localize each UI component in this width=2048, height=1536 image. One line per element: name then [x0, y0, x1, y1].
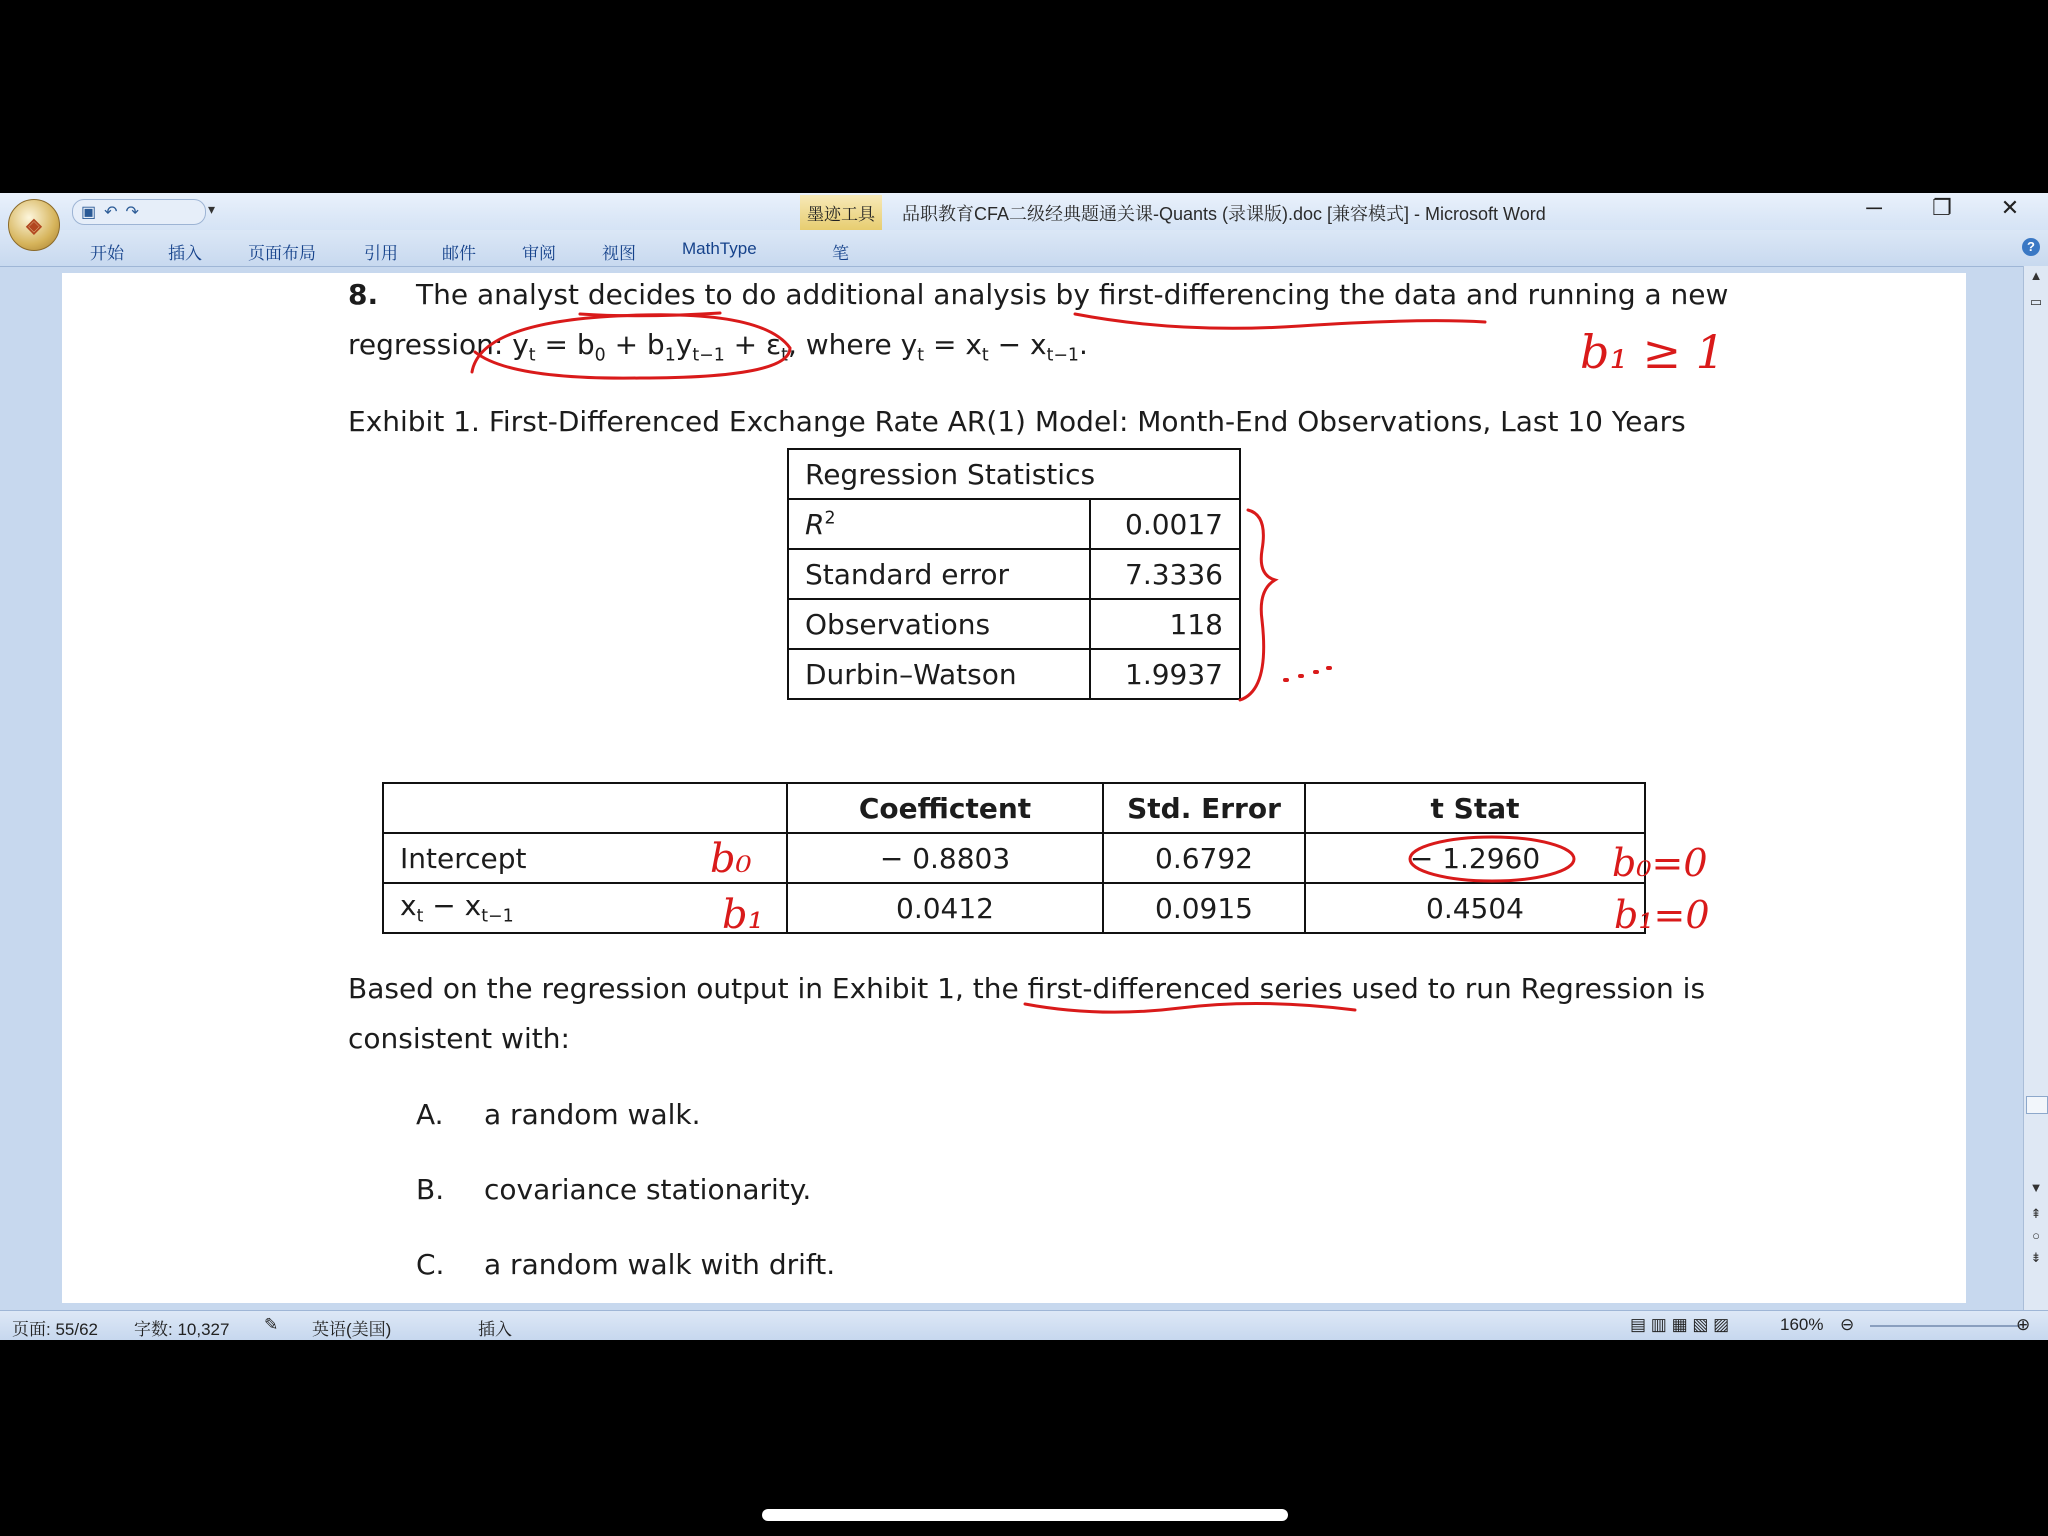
qat-customize-icon[interactable]: ▾ [208, 201, 216, 217]
page-count[interactable]: 页面: 55/62 [12, 1320, 98, 1339]
exhibit-title: Exhibit 1. First-Differenced Exchange Rate AR(1) Model: Month-End Observations, Last 10 Years [348, 405, 1686, 438]
table-cell-value: 7.3336 [1090, 549, 1240, 599]
save-icon[interactable]: ▣ [81, 204, 97, 221]
help-icon[interactable]: ? [2022, 238, 2040, 256]
table-cell-value: 1.9937 [1090, 649, 1240, 699]
zoom-slider[interactable] [1870, 1325, 2020, 1327]
question-prompt-line1: Based on the regression output in Exhibit 1, the first-differenced series used to run Regression is [348, 972, 1706, 1005]
table-row [788, 599, 1240, 649]
tab-mathtype[interactable]: MathType [682, 239, 757, 258]
home-indicator[interactable] [762, 1509, 1288, 1521]
regression-equation: $y_t = b_0 + b_1y_{t-1} + \varepsilon_t$, where $y_t = x_t - x_{t-1}$. [512, 328, 1088, 366]
table-row [788, 549, 1240, 599]
table-row [788, 649, 1240, 699]
tab-home[interactable]: 开始 [90, 244, 124, 263]
tab-review[interactable]: 审阅 [522, 244, 556, 263]
scroll-up-icon[interactable]: ▲ [2029, 268, 2043, 283]
tab-view[interactable]: 视图 [602, 244, 636, 263]
next-page-icon[interactable]: ⇟ [2030, 1250, 2042, 1265]
word-count[interactable]: 字数: 10,327 [134, 1320, 230, 1339]
zoom-in-icon[interactable]: ⊕ [2016, 1315, 2031, 1334]
option-letter: B. [416, 1173, 445, 1206]
table-cell-value: 118 [1090, 599, 1240, 649]
r-squared-symbol: R [805, 507, 825, 541]
status-bar [0, 1310, 2048, 1340]
note-b1-ge-1: b₁ ≥ 1 [1580, 325, 1725, 379]
proofing-icon[interactable]: ✎ [264, 1315, 279, 1334]
option-letter: C. [416, 1248, 445, 1281]
table-row [383, 833, 1645, 883]
view-buttons[interactable]: ▤ ▥ ▦ ▧ ▨ [1630, 1315, 1730, 1334]
table-cell-value: − 0.8803 [787, 833, 1103, 883]
scroll-thumb[interactable] [2026, 1096, 2048, 1114]
table-cell-value: − 1.2960 [1305, 833, 1645, 883]
tab-pen[interactable]: 笔 [832, 244, 849, 263]
scroll-down-icon[interactable]: ▼ [2029, 1180, 2043, 1195]
restore-button[interactable]: ❐ [1932, 195, 1952, 220]
zoom-level[interactable]: 160% [1780, 1315, 1824, 1334]
question-prompt-line2: consistent with: [348, 1022, 570, 1055]
option-letter: A. [416, 1098, 444, 1131]
table-cell-label: Standard error [788, 549, 1090, 599]
option-text: a random walk with drift. [484, 1248, 836, 1281]
table-row [788, 449, 1240, 499]
ribbon-tabs [0, 230, 2048, 267]
coefficient-table [382, 782, 1646, 934]
note-b1: b₁ [722, 892, 764, 938]
ink-tools-context-label: 墨迹工具 [800, 195, 882, 230]
zoom-out-icon[interactable]: ⊖ [1840, 1315, 1855, 1334]
r-squared-exponent: 2 [824, 508, 836, 529]
minimize-button[interactable]: ─ [1866, 195, 1882, 220]
title-bar [0, 193, 2048, 230]
question-stem-line2 [348, 328, 1088, 366]
note-b0: b₀ [710, 836, 752, 882]
table-cell-label [788, 499, 1090, 549]
table-row [383, 783, 1645, 833]
tab-page-layout[interactable]: 页面布局 [248, 244, 316, 263]
table-cell-label: Durbin–Watson [788, 649, 1090, 699]
quick-access-toolbar [72, 199, 206, 225]
table-cell-value: 0.4504 [1305, 883, 1645, 933]
table-header-cell [383, 783, 787, 833]
office-logo-icon: ◈ [26, 214, 42, 237]
tab-insert[interactable]: 插入 [168, 244, 202, 263]
table-cell-label: $x_t - x_{t-1}$ [383, 883, 787, 933]
regression-word: regression: [348, 328, 513, 361]
ruler-toggle-icon[interactable]: ▭ [2029, 294, 2043, 309]
question-stem-line1: The analyst decides to do additional analysis by first-differencing the data and running a new [416, 278, 1729, 311]
table-cell-value: 0.0412 [787, 883, 1103, 933]
option-text: covariance stationarity. [484, 1173, 812, 1206]
table-row [788, 499, 1240, 549]
redo-icon[interactable]: ↷ [125, 204, 139, 221]
insert-mode-indicator[interactable]: 插入 [478, 1320, 512, 1339]
table-cell-value: 0.0915 [1103, 883, 1305, 933]
table-header-cell: Std. Error [1103, 783, 1305, 833]
note-b1-eq-0: b₁=0 [1614, 893, 1710, 937]
vertical-scrollbar[interactable] [2023, 266, 2048, 1310]
language-indicator[interactable]: 英语(美国) [312, 1320, 392, 1339]
table-header-cell: Coeffictent [787, 783, 1103, 833]
table-cell-value: 0.6792 [1103, 833, 1305, 883]
table-header-cell: t Stat [1305, 783, 1645, 833]
table-cell-label: Observations [788, 599, 1090, 649]
tab-mailings[interactable]: 邮件 [442, 244, 476, 263]
option-text: a random walk. [484, 1098, 701, 1131]
browse-object-icon[interactable]: ○ [2032, 1228, 2040, 1243]
tab-references[interactable]: 引用 [364, 244, 398, 263]
close-button[interactable]: ✕ [2000, 195, 2020, 220]
note-b0-eq-0: b₀=0 [1612, 841, 1708, 885]
table-row [383, 883, 1645, 933]
table-header-cell: Regression Statistics [788, 449, 1240, 499]
question-number: 8. [348, 278, 379, 311]
previous-page-icon[interactable]: ⇞ [2030, 1206, 2042, 1221]
table-cell-label: Intercept [383, 833, 787, 883]
table-cell-value: 0.0017 [1090, 499, 1240, 549]
undo-icon[interactable]: ↶ [104, 204, 118, 221]
office-button[interactable] [8, 199, 60, 251]
regression-statistics-table [787, 448, 1241, 700]
window-title: 品职教育CFA二级经典题通关课-Quants (录课版).doc [兼容模式] - Microsoft Word [902, 204, 1546, 224]
